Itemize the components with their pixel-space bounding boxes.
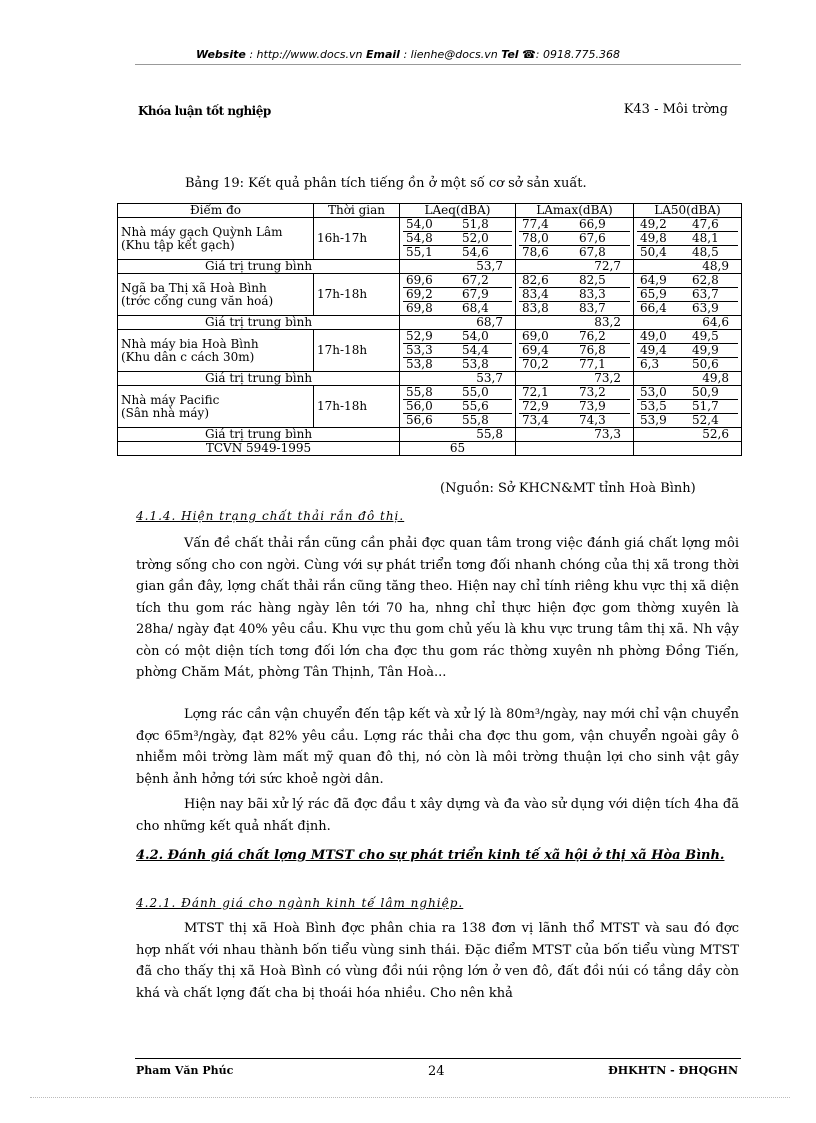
- measurement-pair: [637, 400, 738, 414]
- paragraph-1: Vấn đề chất thải rắn cũng cần phải đợc quan tâm trong việc đánh giá chất lợng môi trờng sống cho con ngời. Cùng với sự phát triển tơng đối nhanh chóng của thị xã trong thời gian gần đây, lợng chất thải rắn cũng tăng theo. Hiện nay chỉ tính riêng khu vực thị xã diện tích thu gom rác hàng ngày lên tới 70 ha, nhng chỉ thực hiện đợc gom thờng xuyên là 28ha/ ngày đạt 40% yêu cầu. Khu vực thu gom chủ yếu là khu vực trung tâm thị xã. Nh vậy còn có một diện tích tơng đối lớn cha đợc thu gom rác thờng xuyên nh phờng Đồng Tiến, phờng Chăm Mát, phờng Tân Thịnh, Tân Hoà...: [136, 536, 739, 680]
- site-line: Nhà máy bia Hoà Bình: [121, 336, 259, 351]
- average-row: [118, 372, 742, 386]
- measurement-pair: [403, 344, 512, 358]
- measurement-value: 55,6: [456, 400, 512, 414]
- site-line: Nhà máy gạch Quỳnh Lâm: [121, 224, 283, 239]
- measurement-value: 76,8: [573, 344, 630, 358]
- measurement-value: 66,9: [573, 218, 630, 232]
- measurement-pair: [637, 232, 738, 246]
- measurement-value: 67,8: [579, 245, 606, 259]
- measurement-value: 83,8: [522, 301, 549, 315]
- measurement-value: 73,2: [573, 386, 630, 400]
- measurement-value: 47,6: [686, 218, 738, 232]
- average-value: 52,6: [634, 428, 742, 442]
- column-header: LA50(dBA): [634, 204, 742, 218]
- measurement-pair: [519, 358, 630, 371]
- measurements-cell: [400, 218, 516, 260]
- measurement-value: 54,4: [456, 344, 512, 358]
- measurement-value: 50,9: [686, 386, 738, 400]
- paragraph-3: Hiện nay bãi xử lý rác đã đợc đầu t xây dựng và đa vào sử dụng với diện tích 4ha đã cho những kết quả nhất định.: [136, 797, 739, 834]
- measurement-pair: [637, 274, 738, 288]
- measurement-value: 53,8: [406, 357, 433, 371]
- measurement-value: 67,9: [456, 288, 512, 302]
- measurements-cell: [516, 218, 634, 260]
- measurement-pair: [403, 400, 512, 414]
- measurement-pair: [637, 344, 738, 358]
- average-value: 48,9: [634, 260, 742, 274]
- column-header: LAeq(dBA): [400, 204, 516, 218]
- measurement-value: 63,7: [686, 288, 738, 302]
- measurement-pair: [403, 302, 512, 315]
- measurement-value: 48,5: [692, 245, 719, 259]
- table-row: [118, 218, 742, 260]
- measurement-value: 56,6: [406, 413, 433, 427]
- site-line: (Khu dân c cách 30m): [121, 349, 255, 364]
- measurement-value: 76,2: [573, 330, 630, 344]
- table-row: [118, 386, 742, 428]
- measurement-pair: [403, 330, 512, 344]
- measurements-cell: [516, 330, 634, 372]
- measurement-pair: [637, 288, 738, 302]
- measurement-value: 49,2: [637, 218, 686, 232]
- measurement-pair: [519, 344, 630, 358]
- average-value: 64,6: [634, 316, 742, 330]
- standard-label: TCVN 5949-1995: [118, 442, 400, 456]
- measurement-value: 49,0: [637, 330, 686, 344]
- measurement-value: 66,4: [640, 301, 667, 315]
- standard-value: 65: [400, 442, 516, 456]
- site-cell: [118, 218, 314, 260]
- average-value: 83,2: [516, 316, 634, 330]
- measurement-value: 82,5: [573, 274, 630, 288]
- measurements-cell: [634, 218, 742, 260]
- measurement-value: 50,4: [640, 245, 667, 259]
- average-row: [118, 316, 742, 330]
- measurement-value: 54,0: [403, 218, 456, 232]
- measurement-pair: [403, 386, 512, 400]
- measurement-value: 83,7: [579, 301, 606, 315]
- email-address[interactable]: : lienhe@docs.vn: [403, 48, 498, 61]
- table-source: (Nguồn: Sở KHCN&MT tỉnh Hoà Bình): [440, 481, 696, 496]
- measurements-cell: [400, 274, 516, 316]
- measurement-value: 82,6: [519, 274, 573, 288]
- measurement-pair: [519, 246, 630, 259]
- measurement-value: 69,0: [519, 330, 573, 344]
- measurement-pair: [519, 218, 630, 232]
- measurement-value: 53,0: [637, 386, 686, 400]
- measurement-value: 72,1: [519, 386, 573, 400]
- measurement-value: 56,0: [403, 400, 456, 414]
- measurements-cell: [400, 386, 516, 428]
- measurement-pair: [637, 358, 738, 371]
- average-value: 55,8: [400, 428, 516, 442]
- measurement-value: 78,0: [519, 232, 573, 246]
- average-value: 73,3: [516, 428, 634, 442]
- measurement-value: 55,1: [406, 245, 433, 259]
- column-header: LAmax(dBA): [516, 204, 634, 218]
- measurement-value: 83,3: [573, 288, 630, 302]
- email-label: Email: [366, 48, 400, 61]
- tel-label: Tel: [501, 48, 519, 61]
- section-4-1-4: 4.1.4. Hiện trạng chất thải rắn đô thị.: [136, 509, 405, 523]
- measurement-pair: [403, 246, 512, 259]
- noise-table: [117, 203, 742, 456]
- measurement-pair: [519, 302, 630, 315]
- measurement-value: 49,4: [637, 344, 686, 358]
- measurement-value: 55,8: [462, 413, 489, 427]
- time-cell: 16h-17h: [314, 218, 400, 260]
- page-number: 24: [428, 1064, 445, 1079]
- measurement-pair: [637, 218, 738, 232]
- measurement-value: 64,9: [637, 274, 686, 288]
- measurement-value: 69,4: [519, 344, 573, 358]
- measurement-value: 73,9: [573, 400, 630, 414]
- measurement-value: 53,5: [637, 400, 686, 414]
- website-label: Website: [196, 48, 246, 61]
- measurement-value: 62,8: [686, 274, 738, 288]
- site-header: [0, 48, 816, 61]
- heading-4-2: 4.2. Đánh giá chất lợng MTST cho sự phát triển kinh tế xã hội ở thị xã Hòa Bình.: [136, 848, 725, 863]
- running-head-left: Khóa luận tốt nghiệp: [138, 104, 271, 118]
- empty-cell: [634, 442, 742, 456]
- empty-cell: [516, 442, 634, 456]
- running-head-right: K43 - Môi trờng: [623, 102, 728, 117]
- measurement-pair: [403, 232, 512, 246]
- time-cell: 17h-18h: [314, 386, 400, 428]
- page-bottom-rule: [30, 1097, 790, 1098]
- measurement-value: 49,9: [686, 344, 738, 358]
- average-label: Giá trị trung bình: [118, 372, 400, 386]
- measurements-cell: [634, 330, 742, 372]
- average-value: 73,2: [516, 372, 634, 386]
- column-header: Điểm đo: [118, 204, 314, 218]
- footer-divider: [135, 1058, 741, 1059]
- measurement-value: 69,2: [403, 288, 456, 302]
- measurement-value: 54,6: [462, 245, 489, 259]
- site-cell: [118, 386, 314, 428]
- measurement-pair: [637, 246, 738, 259]
- average-label: Giá trị trung bình: [118, 428, 400, 442]
- average-value: 53,7: [400, 372, 516, 386]
- measurement-value: 49,8: [637, 232, 686, 246]
- website-url[interactable]: : http://www.docs.vn: [249, 48, 363, 61]
- measurement-value: 52,9: [403, 330, 456, 344]
- column-header: Thời gian: [314, 204, 400, 218]
- measurement-value: 53,8: [462, 357, 489, 371]
- measurements-cell: [516, 274, 634, 316]
- measurement-value: 54,8: [403, 232, 456, 246]
- table-row: [118, 330, 742, 372]
- standard-row: [118, 442, 742, 456]
- site-line: (Sân nhà máy): [121, 405, 210, 420]
- table-row: [118, 274, 742, 316]
- time-cell: 17h-18h: [314, 274, 400, 316]
- measurement-pair: [519, 414, 630, 427]
- measurement-pair: [403, 218, 512, 232]
- phone-number: ☎: 0918.775.368: [522, 48, 620, 61]
- measurement-pair: [403, 358, 512, 371]
- measurement-value: 83,4: [519, 288, 573, 302]
- table-caption: Bảng 19: Kết quả phân tích tiếng ồn ở một số cơ sở sản xuất.: [185, 176, 587, 191]
- average-row: [118, 428, 742, 442]
- measurement-pair: [637, 302, 738, 315]
- measurement-pair: [637, 330, 738, 344]
- measurement-value: 51,8: [456, 218, 512, 232]
- average-label: Giá trị trung bình: [118, 316, 400, 330]
- measurement-value: 48,1: [686, 232, 738, 246]
- measurement-pair: [403, 274, 512, 288]
- site-cell: [118, 274, 314, 316]
- measurement-value: 51,7: [686, 400, 738, 414]
- average-value: 68,7: [400, 316, 516, 330]
- measurements-cell: [400, 330, 516, 372]
- measurement-value: 77,1: [579, 357, 606, 371]
- average-row: [118, 260, 742, 274]
- measurement-value: 53,3: [403, 344, 456, 358]
- site-cell: [118, 330, 314, 372]
- measurements-cell: [634, 386, 742, 428]
- site-line: Nhà máy Pacific: [121, 392, 220, 407]
- measurement-value: 49,5: [686, 330, 738, 344]
- measurement-pair: [519, 232, 630, 246]
- measurement-value: 63,9: [692, 301, 719, 315]
- footer-organization: ĐHKHTN - ĐHQGHN: [608, 1064, 738, 1077]
- measurement-pair: [519, 288, 630, 302]
- site-line: (Khu tập kết gạch): [121, 237, 235, 252]
- paragraph-4: MTST thị xã Hoà Bình đợc phân chia ra 138 đơn vị lãnh thổ MTST và sau đó đợc hợp nhất với nhau thành bốn tiểu vùng sinh thái. Đặc điểm MTST của bốn tiểu vùng MTST đã cho thấy thị xã Hoà Bình có vùng đồi núi rộng lớn ở ven đô, đất đồi núi có tầng dầy còn khá và chất lợng đất cha bị thoái hóa nhiều. Cho nên khả: [136, 921, 739, 1001]
- measurement-value: 55,8: [403, 386, 456, 400]
- measurement-pair: [637, 414, 738, 427]
- measurement-pair: [519, 400, 630, 414]
- measurement-pair: [519, 386, 630, 400]
- measurement-value: 6,3: [640, 357, 660, 371]
- measurement-pair: [403, 288, 512, 302]
- measurement-value: 65,9: [637, 288, 686, 302]
- time-cell: 17h-18h: [314, 330, 400, 372]
- measurement-value: 52,4: [692, 413, 719, 427]
- average-value: 49,8: [634, 372, 742, 386]
- measurements-cell: [634, 274, 742, 316]
- measurement-pair: [403, 414, 512, 427]
- paragraph-2: Lợng rác cần vận chuyển đến tập kết và xử lý là 80m³/ngày, nay mới chỉ vận chuyển đợc 65m³/ngày, đạt 82% yêu cầu. Lợng rác thải cha đợc thu gom, vận chuyển ngoài gây ô nhiễm môi trờng làm mất mỹ quan đô thị, nó còn là môi trờng thuận lợi cho sinh vật gây bệnh ảnh hởng tới sức khoẻ ngời dân.: [136, 707, 739, 787]
- measurement-value: 77,4: [519, 218, 573, 232]
- measurement-pair: [637, 386, 738, 400]
- site-line: (trớc cổng cung văn hoá): [121, 293, 274, 308]
- measurement-value: 54,0: [456, 330, 512, 344]
- measurement-value: 50,6: [692, 357, 719, 371]
- measurement-value: 55,0: [456, 386, 512, 400]
- table-header-row: [118, 204, 742, 218]
- measurement-value: 68,4: [462, 301, 489, 315]
- section-4-2-1: 4.2.1. Đánh giá cho ngành kinh tế lâm nghiệp.: [136, 896, 464, 910]
- average-label: Giá trị trung bình: [118, 260, 400, 274]
- header-divider: [135, 64, 741, 65]
- measurements-cell: [516, 386, 634, 428]
- measurement-value: 74,3: [579, 413, 606, 427]
- measurement-value: 52,0: [456, 232, 512, 246]
- average-value: 72,7: [516, 260, 634, 274]
- footer-author: Pham Văn Phúc: [136, 1064, 234, 1077]
- site-line: Ngã ba Thị xã Hoà Bình: [121, 280, 267, 295]
- average-value: 53,7: [400, 260, 516, 274]
- measurement-value: 70,2: [522, 357, 549, 371]
- measurement-value: 69,8: [406, 301, 433, 315]
- measurement-value: 72,9: [519, 400, 573, 414]
- measurement-value: 67,2: [456, 274, 512, 288]
- measurement-value: 53,9: [640, 413, 667, 427]
- measurement-pair: [519, 274, 630, 288]
- measurement-value: 69,6: [403, 274, 456, 288]
- measurement-value: 78,6: [522, 245, 549, 259]
- measurement-value: 73,4: [522, 413, 549, 427]
- measurement-value: 67,6: [573, 232, 630, 246]
- measurement-pair: [519, 330, 630, 344]
